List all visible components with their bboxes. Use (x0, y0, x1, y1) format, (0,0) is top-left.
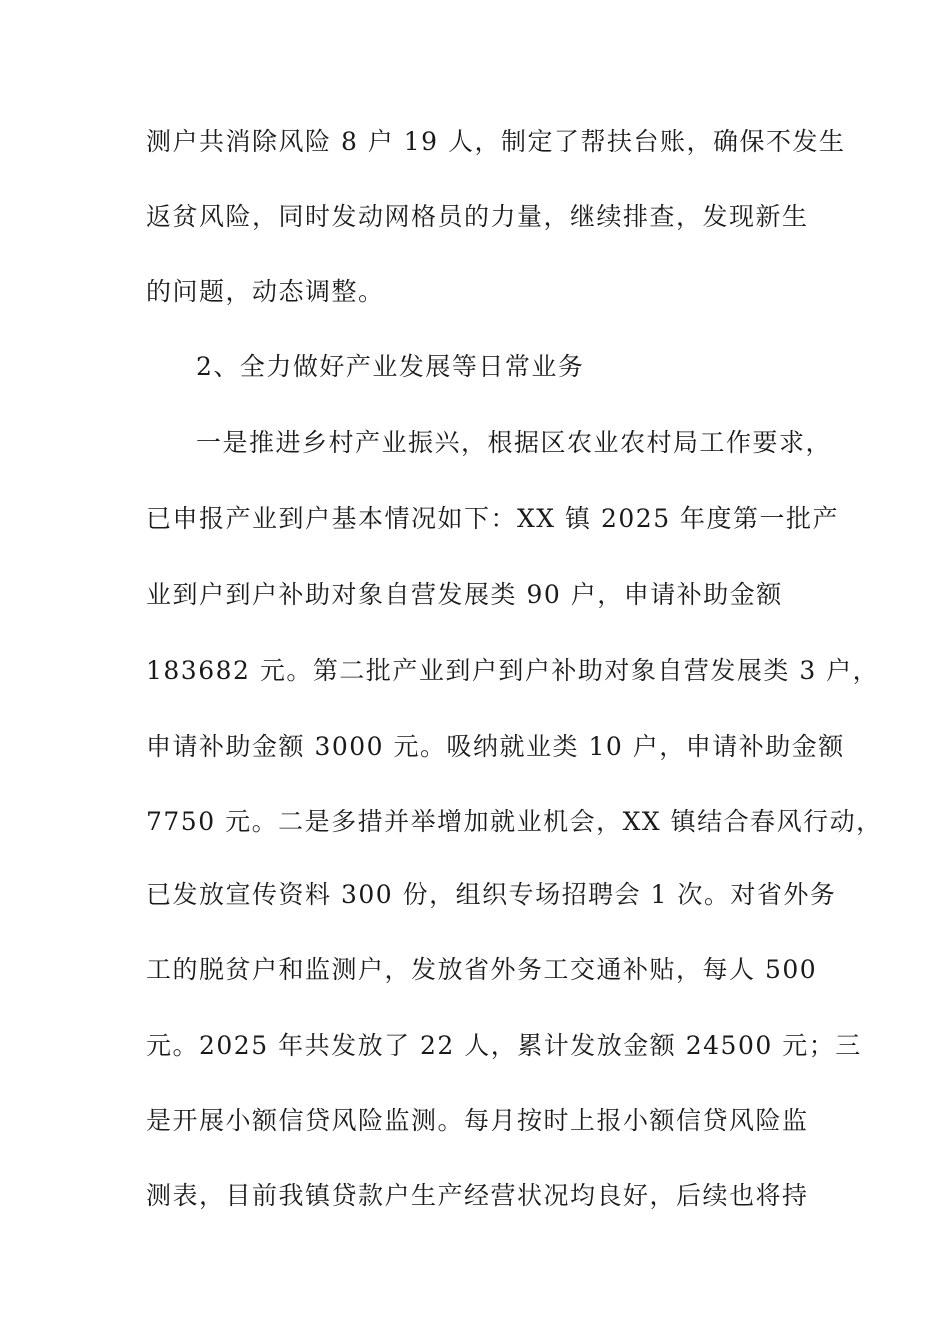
body-text-line: 是开展小额信贷风险监测。每月按时上报小额信贷风险监 (146, 1106, 809, 1135)
body-text-line: 的问题，动态调整。 (146, 277, 385, 306)
body-text-line: 测表，目前我镇贷款户生产经营状况均良好，后续也将持 (146, 1181, 809, 1210)
body-text-line: 已申报产业到户基本情况如下：XX 镇 2025 年度第一批产 (146, 504, 840, 533)
body-text-line: 一是推进乡村产业振兴，根据区农业农村局工作要求， (196, 428, 833, 457)
body-text-line: 已发放宣传资料 300 份，组织专场招聘会 1 次。对省外务 (146, 880, 837, 909)
body-text-line: 7750 元。二是多措并举增加就业机会，XX 镇结合春风行动， (146, 807, 883, 836)
body-text-line: 测户共消除风险 8 户 19 人，制定了帮扶台账，确保不发生 (146, 127, 846, 156)
section-heading: 2、全力做好产业发展等日常业务 (196, 352, 585, 381)
body-text-line: 返贫风险，同时发动网格员的力量，继续排查，发现新生 (146, 202, 809, 231)
body-text-line: 申请补助金额 3000 元。吸纳就业类 10 户，申请补助金额 (146, 732, 845, 761)
body-text-line: 元。2025 年共发放了 22 人，累计发放金额 24500 元；三 (146, 1031, 862, 1060)
body-text-line: 业到户到户补助对象自营发展类 90 户，申请补助金额 (146, 580, 783, 609)
body-text-line: 183682 元。第二批产业到户到户补助对象自营发展类 3 户， (146, 656, 880, 685)
body-text-line: 工的脱贫户和监测户，发放省外务工交通补贴，每人 500 (146, 955, 818, 984)
